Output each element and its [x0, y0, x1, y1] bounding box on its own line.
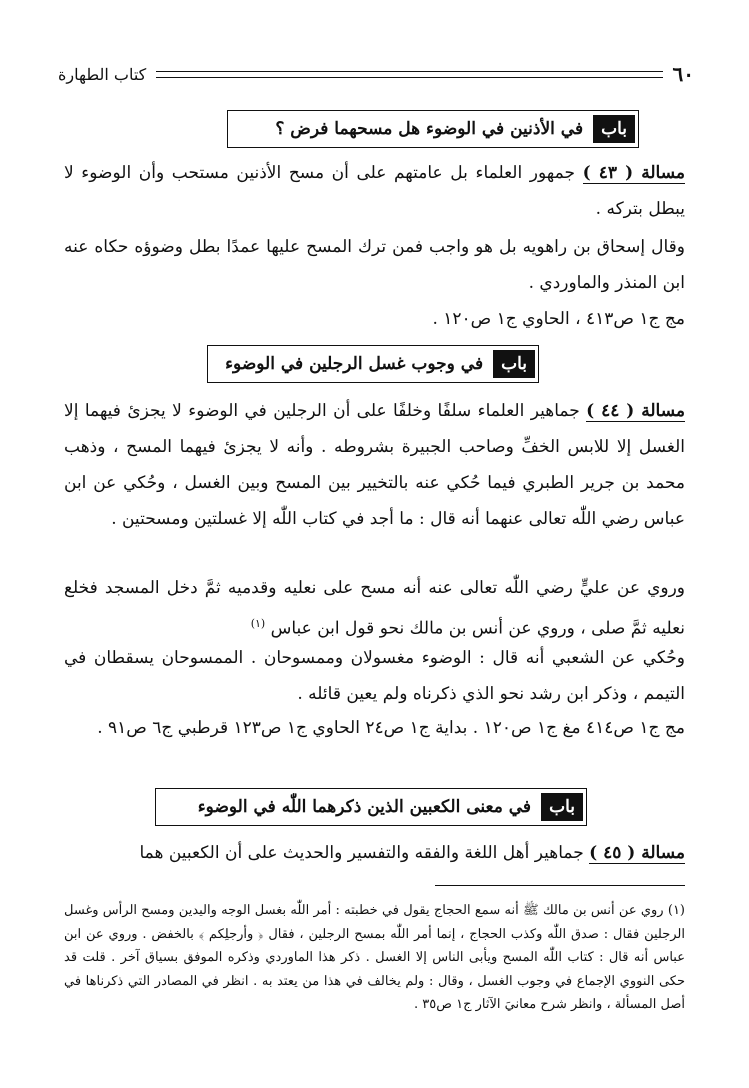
chapter-title: في الأذنين في الوضوء هل مسحهما فرض ؟ — [275, 119, 584, 139]
masala-paragraph — [64, 155, 685, 227]
chapter-heading — [207, 345, 539, 383]
chapter-title: في وجوب غسل الرجلين في الوضوء — [225, 354, 484, 374]
masala-text: جمهور العلماء بل عامتهم على أن مسح الأذنين مستحب وأن الوضوء لا يبطل بتركه . — [64, 163, 685, 219]
header-rule — [156, 71, 662, 78]
masala-number: مسالة ( ٤٣ ) — [582, 163, 685, 183]
footnote-marker: (١) — [250, 617, 266, 630]
masala-paragraph — [64, 835, 685, 871]
page-number: ٦٠ — [672, 62, 694, 86]
running-header — [58, 62, 694, 86]
references-line: مج ج١ ص٤١٣ ، الحاوي ج١ ص١٢٠ . — [432, 309, 685, 329]
chapter-title: في معنى الكعبين الذين ذكرهما اللّٰه في الوضوء — [197, 797, 532, 817]
bab-label: باب — [541, 793, 583, 821]
footnote-separator — [435, 885, 685, 886]
bab-label: باب — [593, 115, 635, 143]
bab-label: باب — [493, 350, 535, 378]
body-paragraph: وقال إسحاق بن راهويه بل هو واجب فمن ترك المسح عليها عمدًا بطل وضوؤه حكاه عنه ابن المنذر والماوردي . — [64, 237, 685, 293]
masala-text: جماهير أهل اللغة والفقه والتفسير والحديث على أن الكعبين هما — [139, 843, 584, 863]
references-line: مج ج١ ص٤١٤ مغ ج١ ص١٢٠ . بداية ج١ ص٢٤ الحاوي ج١ ص١٢٣ قرطبي ج٦ ص٩١ . — [97, 718, 685, 738]
body-paragraph — [64, 570, 685, 647]
masala-number: مسالة ( ٤٥ ) — [589, 843, 685, 863]
chapter-heading — [227, 110, 639, 148]
footnote: (١) روي عن أنس بن مالك ﷺ أنه سمع الحجاج يقول في خطبته : أمر اللّٰه بغسل الوجه واليدين ومسح الرأس وغسل الرجلين فقال : صدق اللّٰه وكذب الحجاج ، إنما أمر اللّٰه بمسح الرجلين ، فقال ﴿ وأرجلِكم ﴾ بالخفض . وروي عن ابن عباس أنه قال : كتاب اللّٰه المسح ويأبى الناس إلا الغسل . ذكر هذا الماوردي وذكره الموفق بسياق آخر . قلت قد حكى النووي الإجماع في وجوب الغسل ، وقال : ولم يخالف في هذا من يعتد به . انظر في المصادر التي ذكرناها في أصل المسألة ، وانظر شرح معانيَ الآثار ج١ ص٣٥ . — [64, 903, 685, 1012]
paragraph-text: وروي عن عليٍّ رضي اللّٰه تعالى عنه أنه مسح على نعليه وقدميه ثمَّ دخل المسجد فخلع نعليه ثمَّ صلى ، وروي عن أنس بن مالك نحو قول ابن عباس — [64, 578, 685, 639]
masala-text: جماهير العلماء سلفًا وخلفًا على أن الرجلين في الوضوء لا يجزئ فيهما إلا الغسل إلا للابس الخفِّ وصاحب الجبيرة بشروطه . وأنه لا يجزئ فيهما المسح ، وذهب محمد بن جرير الطبري فيما حُكي عنه بالتخيير بين المسح وبين الغسل ، وحُكي عن ابن عباس رضي اللّٰه تعالى عنهما أنه قال : ما أجد في كتاب اللّٰه إلا غسلتين ومسحتين . — [64, 401, 685, 529]
body-paragraph: وحُكي عن الشعبي أنه قال : الوضوء مغسولان وممسوحان . الممسوحان يسقطان في التيمم ، وذكر ابن رشد نحو الذي ذكرناه ولم يعين قائله . — [64, 648, 685, 704]
masala-number: مسالة ( ٤٤ ) — [586, 401, 685, 421]
chapter-heading — [155, 788, 587, 826]
masala-paragraph — [64, 393, 685, 537]
book-title: كتاب الطهارة — [58, 64, 147, 84]
